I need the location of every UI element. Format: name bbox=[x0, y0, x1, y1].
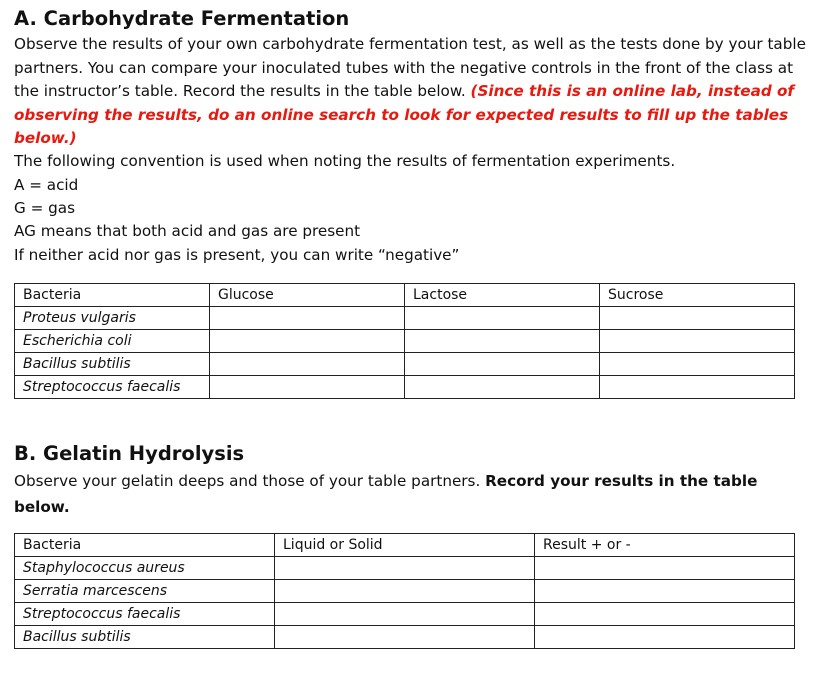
table-row bbox=[15, 353, 795, 376]
result-cell[interactable] bbox=[535, 603, 795, 626]
fermentation-table bbox=[14, 283, 795, 399]
table-header-row bbox=[15, 284, 795, 307]
table-row bbox=[15, 580, 795, 603]
bacteria-cell: Serratia marcescens bbox=[15, 580, 275, 603]
bacteria-cell: Staphylococcus aureus bbox=[15, 557, 275, 580]
result-cell[interactable] bbox=[600, 330, 795, 353]
result-cell[interactable] bbox=[275, 603, 535, 626]
bacteria-cell: Proteus vulgaris bbox=[15, 307, 210, 330]
table-row bbox=[15, 626, 795, 649]
result-cell[interactable] bbox=[210, 330, 405, 353]
gelatin-table bbox=[14, 533, 795, 649]
result-cell[interactable] bbox=[275, 557, 535, 580]
table-row bbox=[15, 557, 795, 580]
result-cell[interactable] bbox=[210, 307, 405, 330]
result-cell[interactable] bbox=[535, 557, 795, 580]
header-cell: Bacteria bbox=[15, 534, 275, 557]
table-row bbox=[15, 330, 795, 353]
gas-definition: G = gas bbox=[14, 199, 76, 217]
result-cell[interactable] bbox=[600, 307, 795, 330]
record-results-note: Record your results in the table below. bbox=[14, 472, 758, 516]
table-header-row bbox=[15, 534, 795, 557]
bacteria-cell: Bacillus subtilis bbox=[15, 626, 275, 649]
bacteria-cell: Escherichia coli bbox=[15, 330, 210, 353]
ag-definition: AG means that both acid and gas are present bbox=[14, 222, 361, 240]
result-cell[interactable] bbox=[600, 353, 795, 376]
result-cell[interactable] bbox=[535, 580, 795, 603]
result-cell[interactable] bbox=[210, 353, 405, 376]
header-cell: Result + or - bbox=[535, 534, 795, 557]
result-cell[interactable] bbox=[210, 376, 405, 399]
header-cell: Liquid or Solid bbox=[275, 534, 535, 557]
table-row bbox=[15, 603, 795, 626]
table-row bbox=[15, 307, 795, 330]
result-cell[interactable] bbox=[535, 626, 795, 649]
header-cell: Lactose bbox=[405, 284, 600, 307]
result-cell[interactable] bbox=[275, 580, 535, 603]
negative-definition: If neither acid nor gas is present, you can write “negative” bbox=[14, 246, 460, 264]
table-row bbox=[15, 376, 795, 399]
convention-text: The following convention is used when noting the results of fermentation experiments. bbox=[14, 152, 676, 170]
bacteria-cell: Streptococcus faecalis bbox=[15, 376, 210, 399]
header-cell: Sucrose bbox=[600, 284, 795, 307]
header-cell: Glucose bbox=[210, 284, 405, 307]
header-cell: Bacteria bbox=[15, 284, 210, 307]
result-cell[interactable] bbox=[275, 626, 535, 649]
online-lab-note: (Since this is an online lab, instead of observing the results, do an online search to look for expected results to fill up the tables below.) bbox=[14, 82, 795, 147]
section-a-intro bbox=[14, 33, 814, 151]
result-cell[interactable] bbox=[405, 376, 600, 399]
section-b-intro bbox=[14, 468, 774, 520]
section-b-title: B. Gelatin Hydrolysis bbox=[14, 442, 245, 465]
result-cell[interactable] bbox=[405, 307, 600, 330]
bacteria-cell: Bacillus subtilis bbox=[15, 353, 210, 376]
bacteria-cell: Streptococcus faecalis bbox=[15, 603, 275, 626]
acid-definition: A = acid bbox=[14, 176, 79, 194]
result-cell[interactable] bbox=[600, 376, 795, 399]
section-b-intro-text: Observe your gelatin deeps and those of your table partners. bbox=[14, 472, 486, 490]
result-cell[interactable] bbox=[405, 353, 600, 376]
section-a-title: A. Carbohydrate Fermentation bbox=[14, 7, 350, 30]
result-cell[interactable] bbox=[405, 330, 600, 353]
section-a-intro-text: Observe the results of your own carbohydrate fermentation test, as well as the tests done by your table partners. You can compare your inoculated tubes with the negative controls in the front of the class at the instructor’s table. Record the results in the table below. bbox=[14, 35, 806, 100]
